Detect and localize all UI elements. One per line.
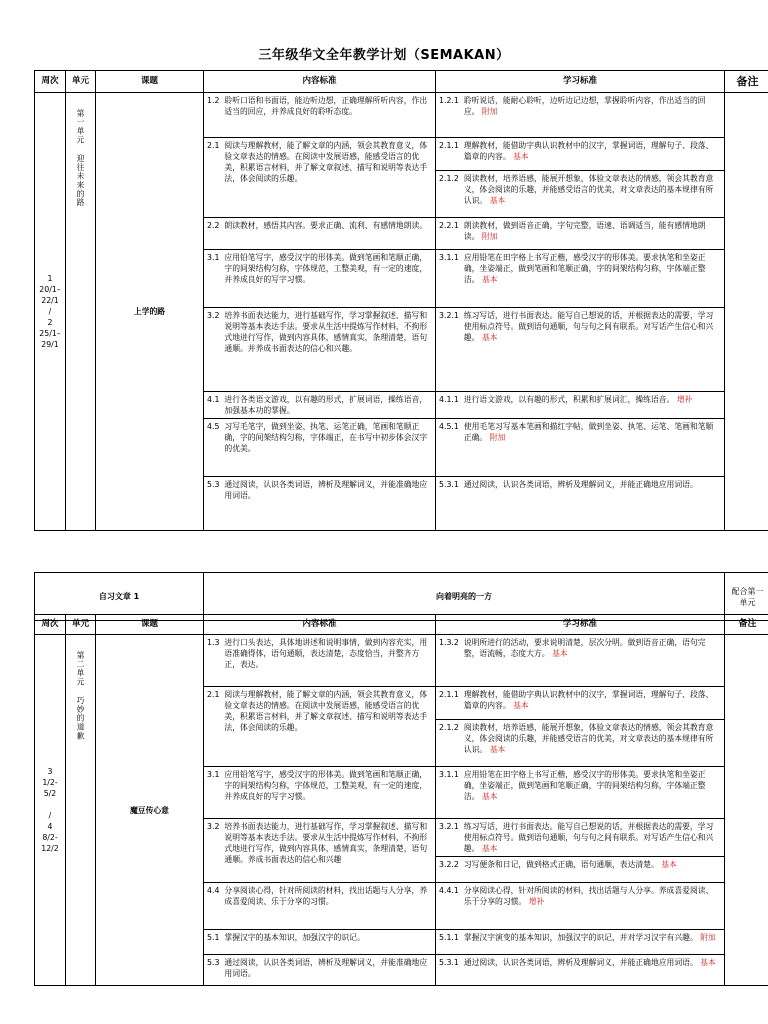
learning-standard-code: 3.2.1 <box>439 822 459 831</box>
level-tag: 增补 <box>676 395 693 404</box>
content-standard-code: 5.3 <box>207 958 220 967</box>
learning-standard-text <box>464 394 721 405</box>
learning-standard-code: 4.1.1 <box>439 395 459 404</box>
learning-standard-body: 进行语文游戏，以有趣的形式，积累和扩展词汇，操练语音。 <box>463 395 675 404</box>
learning-standard-cell <box>436 767 725 819</box>
content-standard-code: 4.4 <box>207 886 220 895</box>
learning-standard-code: 1.2.1 <box>439 96 459 105</box>
level-tag: 基本 <box>552 649 568 658</box>
learning-standard-text <box>464 95 721 117</box>
header-note: 备注 <box>725 615 768 635</box>
plan-table-unit-2 <box>34 614 768 986</box>
content-standard-cell <box>204 819 436 883</box>
content-standard <box>207 689 432 733</box>
learning-standard <box>439 394 721 405</box>
learning-standard-body: 应用铅笔在田字格上书写正楷，感受汉字的形体美。要求执笔和坐姿正确，坐姿端正，做到笔画和笔顺正确，字的间架结构匀称，字体端正整洁。 <box>463 770 706 801</box>
learning-standard-body: 说明所进行的活动，要求说明清楚，层次分明。做到语音正确，语句完整，语流畅，态度大方。 <box>463 638 706 658</box>
content-standard-text: 进行各类语文游戏，以有趣的形式，扩展词语，操练语音，加强基本功的掌握。 <box>224 395 428 415</box>
learning-standard-body: 使用毛笔习写基本笔画和描红字帖，做到坐姿、执笔、运笔、笔画和笔顺正确。 <box>463 422 714 442</box>
content-standard-cell <box>204 635 436 687</box>
content-standard-text: 通过阅读，认识各类词语，辨析及理解词义，并能准确地应用词语。 <box>224 480 428 500</box>
level-tag: 基本 <box>481 792 498 801</box>
content-standard-text: 应用铅笔写字，感受汉字的形体美。做到笔画和笔顺正确，字的间架结构匀称，字体规范，工整美观，有一定的速度，并养成良好的写字习惯。 <box>224 770 428 801</box>
learning-standard-body: 通过阅读，认识各类词语，辨析及理解词义，并能正确地应用词语。 <box>463 958 698 967</box>
learning-standard-text <box>464 220 721 242</box>
learning-standard-body: 练习写话，进行书面表达。能写自己想说的话，并根据表达的需要，学习使用标点符号。做到语句通顺，句与句之间有联系。对写话产生信心和兴趣。 <box>463 311 714 342</box>
content-standard-text: 进行口头表达，具体地讲述和说明事情，做到内容充实，用语准确得体，语句通顺，表达清楚，态度恰当，并整齐方正，表达。 <box>224 638 428 669</box>
learning-standard-text <box>464 637 721 659</box>
learning-standard-body: 掌握汉字演变的基本知识，加强汉字的识记，并对学习汉字有兴趣。 <box>463 933 698 942</box>
content-standard <box>207 769 432 802</box>
learning-standard <box>439 859 721 870</box>
content-standard-code: 2.1 <box>207 141 220 150</box>
level-tag: 基本 <box>489 745 506 754</box>
content-standard <box>207 95 432 117</box>
learning-standard-code: 2.1.2 <box>439 723 459 732</box>
content-standard-cell <box>204 392 436 419</box>
learning-standard-cell <box>436 308 725 392</box>
week-line: 4 <box>47 822 53 831</box>
content-standard-code: 1.2 <box>207 96 220 105</box>
learning-standard-body: 理解教材，能借助字典认识教材中的汉字，掌握词语，理解句子、段落、篇章的内容。 <box>463 141 714 161</box>
learning-standard-text <box>464 140 721 162</box>
week-line <box>38 799 62 810</box>
week-line: 22/1 <box>41 296 59 305</box>
learning-standard-cell <box>436 93 725 138</box>
header-learning-standard: 学习标准 <box>436 71 725 93</box>
unit-cell <box>66 93 96 531</box>
learning-standard-body: 习写便条和日记，做到格式正确，语句通顺，表达清楚。 <box>463 860 659 869</box>
learning-standard-cell <box>436 819 725 857</box>
content-standard-code: 3.2 <box>207 311 220 320</box>
content-standard-cell <box>204 93 436 138</box>
week-cell <box>35 93 66 531</box>
content-standard-text: 培养书面表达能力，进行基础写作，学习掌握叙述、描写和说明等基本表达手法。要求从生活中提炼写作材料，不拘形式地进行写作，做到内容具体，感情真实，条理清楚，语句通顺。养成书面表达的信心和兴趣 <box>224 822 428 864</box>
learning-standard-text <box>464 885 721 907</box>
content-standard-cell <box>204 419 436 477</box>
header-note: 备注 <box>725 71 768 93</box>
learning-standard-text <box>464 932 721 943</box>
learning-standard-code: 2.1.2 <box>439 174 459 183</box>
learning-standard-cell <box>436 883 725 930</box>
content-standard-cell <box>204 767 436 819</box>
learning-standard <box>439 821 721 854</box>
plan-row <box>35 93 768 138</box>
content-standard-cell <box>204 218 436 250</box>
content-standard-cell <box>204 250 436 308</box>
content-standard <box>207 637 432 670</box>
level-tag: 基本 <box>481 844 498 853</box>
learning-standard-code: 3.2.1 <box>439 311 459 320</box>
learning-standard-body: 分享阅读心得，针对所阅读的材料，找出话题与人分享。养成喜爱阅读、乐于分享的习惯。 <box>463 886 714 906</box>
content-standard <box>207 252 432 285</box>
learning-standard-text <box>464 689 721 711</box>
content-standard <box>207 957 432 979</box>
learning-standard-body: 应用铅笔在田字格上书写正楷，感受汉字的形体美。要求执笔和坐姿正确，坐姿端正，做到笔画和笔顺正确，字的间架结构匀称，字体端正整洁。 <box>463 253 706 284</box>
header-content-standard: 内容标准 <box>204 615 436 635</box>
content-standard-text: 培养书面表达能力，进行基础写作，学习掌握叙述、描写和说明等基本表达手法。要求从生活中提炼写作材料，不拘形式地进行写作，做到内容具体，感情真实，条理清楚，语句通顺。并养成书面表达的信心和兴趣。 <box>224 311 428 353</box>
page-title: 三年级华文全年教学计划（SEMAKAN） <box>258 48 510 63</box>
unit-cell <box>66 635 96 986</box>
week-line: 29/1 <box>41 340 59 349</box>
level-tag: 基本 <box>661 860 677 869</box>
content-standard-text: 习写毛笔字，做到坐姿、执笔、运笔正确，笔画和笔顺正确，字的间架结构匀称，字体端正，在书写中初步体会汉字的优美。 <box>224 422 428 453</box>
learning-standard-text <box>464 722 721 755</box>
level-tag: 基本 <box>513 701 529 710</box>
learning-standard-code: 5.3.1 <box>439 958 459 967</box>
learning-standard-cell <box>436 687 725 720</box>
week-line: 25/1– <box>39 329 61 338</box>
learning-standard-cell <box>436 930 725 955</box>
learning-standard-text <box>464 769 721 802</box>
level-tag: 基本 <box>513 152 529 161</box>
topic-cell: 魔豆传心意 <box>96 635 204 986</box>
level-tag: 基本 <box>481 275 498 284</box>
week-line: 2 <box>47 318 53 327</box>
header-content-standard: 内容标准 <box>204 71 436 93</box>
content-standard-cell <box>204 477 436 531</box>
header-week: 周次 <box>35 71 66 93</box>
learning-standard <box>439 173 721 206</box>
content-standard-code: 3.1 <box>207 253 220 262</box>
learning-standard-text <box>464 957 721 968</box>
content-standard-text: 聆听口语和书面语，能边听边想，正确理解所听内容，作出适当的回应，并养成良好的聆听态度。 <box>224 96 428 116</box>
learning-standard-code: 3.1.1 <box>439 770 459 779</box>
content-standard <box>207 421 432 454</box>
header-learning-standard: 学习标准 <box>436 615 725 635</box>
learning-standard <box>439 140 721 162</box>
content-standard-code: 4.5 <box>207 422 220 431</box>
week-line: 20/1– <box>39 285 61 294</box>
level-tag: 基本 <box>489 196 506 205</box>
learning-standard-cell <box>436 138 725 171</box>
level-tag: 附加 <box>700 933 716 942</box>
learning-standard-code: 4.4.1 <box>439 886 459 895</box>
header-topic: 课题 <box>96 71 204 93</box>
content-standard-code: 1.3 <box>207 638 220 647</box>
level-tag: 基本 <box>481 333 498 342</box>
content-standard-text: 分享阅读心得，针对所阅读的材料，找出话题与人分享，养成喜爱阅读、乐于分享的习惯。 <box>224 886 428 906</box>
learning-standard-text <box>464 859 721 870</box>
learning-standard-body: 练习写话，进行书面表达。能写自己想说的话，并根据表达的需要，学习使用标点符号。做到语句通顺，句与句之间有联系。对写话产生信心和兴趣。 <box>463 822 714 853</box>
content-standard <box>207 821 432 865</box>
header-week: 周次 <box>35 615 66 635</box>
learning-standard-body: 阅读教材，培养语感，能展开想象，体验文章表达的情感，领会其教育意义，体会阅读的乐趣，并能感受语言的优美，对文章表达的基本规律有所认识。 <box>463 723 714 754</box>
content-standard <box>207 310 432 354</box>
content-standard <box>207 479 432 501</box>
content-standard <box>207 140 432 184</box>
content-standard-cell <box>204 930 436 955</box>
level-tag: 附加 <box>489 433 506 442</box>
header-topic: 课题 <box>96 615 204 635</box>
header-unit: 单元 <box>66 71 96 93</box>
level-tag: 附加 <box>481 107 498 116</box>
plan-table-unit-1 <box>34 70 768 531</box>
learning-standard-code: 1.3.2 <box>439 638 459 647</box>
plan-row <box>35 635 768 687</box>
learning-standard-cell <box>436 720 725 767</box>
learning-standard-text <box>464 821 721 854</box>
learning-standard <box>439 769 721 802</box>
level-tag: 基本 <box>700 958 716 967</box>
week-cell <box>35 635 66 986</box>
learning-standard-code: 2.1.1 <box>439 141 459 150</box>
learning-standard <box>439 310 721 343</box>
content-standard-code: 3.1 <box>207 770 220 779</box>
learning-standard-text <box>464 173 721 206</box>
learning-standard-cell <box>436 392 725 419</box>
content-standard-code: 2.2 <box>207 221 220 230</box>
learning-standard <box>439 885 721 907</box>
content-standard-code: 4.1 <box>207 395 220 404</box>
learning-standard-cell <box>436 477 725 531</box>
content-standard-cell <box>204 955 436 986</box>
learning-standard-text <box>464 421 721 443</box>
content-standard <box>207 220 432 231</box>
learning-standard <box>439 421 721 443</box>
learning-standard <box>439 932 721 943</box>
learning-standard-code: 3.2.2 <box>439 860 459 869</box>
content-standard-cell <box>204 883 436 930</box>
learning-standard-body: 通过阅读，认识各类词语，辨析及理解词义，并能正确地应用词语。 <box>463 480 698 489</box>
learning-standard-body: 朗读教材，做到语音正确，字句完整，语速、语调适当，能有感情地朗读。 <box>463 221 706 241</box>
content-standard-text: 阅读与理解教材，能了解文章的内涵，领会其教育意义，体验文章表达的情感。在阅读中发展语感，能感受语言的优美，积累语言材料，并了解文章叙述、描写和说明等表达手法，体会阅读的乐趣。 <box>224 141 428 183</box>
content-standard <box>207 932 432 943</box>
content-standard-cell <box>204 687 436 767</box>
week-line: 8/2- <box>42 833 58 842</box>
content-standard <box>207 885 432 907</box>
content-standard-text: 通过阅读，认识各类词语，辨析及理解词义，并能准确地应用词语。 <box>224 958 428 978</box>
content-standard-text: 掌握汉字的基本知识，加强汉字的识记。 <box>224 933 365 942</box>
learning-standard-body: 阅读教材，培养语感，能展开想象，体验文章表达的情感，领会其教育意义，体会阅读的乐趣，并能感受语言的优美，对文章表达的基本规律有所认识。 <box>463 174 714 205</box>
header-unit: 单元 <box>66 615 96 635</box>
week-line: 1 <box>47 274 53 283</box>
unit-label: 第二单元 巧妙的道歉 <box>76 651 85 741</box>
content-standard-cell <box>204 308 436 392</box>
learning-standard-body: 理解教材，能借助字典认识教材中的汉字，掌握词语，理解句子、段落、篇章的内容。 <box>463 690 714 710</box>
learning-standard-cell <box>436 955 725 986</box>
learning-standard-code: 5.3.1 <box>439 480 459 489</box>
learning-standard <box>439 95 721 117</box>
self-study-match: 配合第一单元 <box>725 573 768 621</box>
level-tag: 附加 <box>481 232 498 241</box>
content-standard-text: 应用铅笔写字，感受汉字的形体美。做到笔画和笔顺正确，字的间架结构匀称，字体规范，工整美观，有一定的速度，并养成良好的写字习惯。 <box>224 253 428 284</box>
content-standard-cell <box>204 138 436 218</box>
note-cell <box>725 635 768 986</box>
learning-standard-cell <box>436 250 725 308</box>
level-tag: 增补 <box>528 897 545 906</box>
learning-standard-cell <box>436 857 725 883</box>
learning-standard-code: 4.5.1 <box>439 422 459 431</box>
week-line: 12/2 <box>41 844 59 853</box>
learning-standard-body: 聆听说话，能耐心聆听，边听边记边想，掌握聆听内容，作出适当的回应。 <box>463 96 706 116</box>
learning-standard <box>439 637 721 659</box>
content-standard-code: 2.1 <box>207 690 220 699</box>
content-standard-code: 3.2 <box>207 822 220 831</box>
week-line: 5/2 <box>43 789 57 798</box>
content-standard-code: 5.3 <box>207 480 220 489</box>
learning-standard-text <box>464 252 721 285</box>
learning-standard <box>439 220 721 242</box>
content-standard-text: 朗读教材，感悟其内容。要求正确、流利、有感情地朗读。 <box>224 221 428 230</box>
learning-standard <box>439 689 721 711</box>
learning-standard-text <box>464 310 721 343</box>
learning-standard-cell <box>436 218 725 250</box>
learning-standard-code: 2.1.1 <box>439 690 459 699</box>
learning-standard-code: 3.1.1 <box>439 253 459 262</box>
learning-standard-text <box>464 479 721 490</box>
self-study-label: 自习文章 1 <box>35 573 204 621</box>
week-line: / <box>48 307 52 316</box>
self-study-title: 向着明亮的一方 <box>204 573 725 621</box>
learning-standard <box>439 252 721 285</box>
learning-standard-code: 5.1.1 <box>439 933 459 942</box>
content-standard <box>207 394 432 416</box>
topic-cell: 上学的路 <box>96 93 204 531</box>
learning-standard-cell <box>436 635 725 687</box>
learning-standard <box>439 722 721 755</box>
note-cell <box>725 93 768 531</box>
week-line: / <box>48 811 52 820</box>
unit-label: 第一单元 迎往未来的路 <box>76 109 85 207</box>
week-line: 1/2- <box>42 778 58 787</box>
learning-standard <box>439 479 721 490</box>
learning-standard-code: 2.2.1 <box>439 221 459 230</box>
learning-standard-cell <box>436 419 725 477</box>
learning-standard <box>439 957 721 968</box>
content-standard-code: 5.1 <box>207 933 220 942</box>
week-line: 3 <box>47 767 53 776</box>
learning-standard-cell <box>436 171 725 218</box>
content-standard-text: 阅读与理解教材，能了解文章的内涵，领会其教育意义，体验文章表达的情感。在阅读中发展语感，能感受语言的优美，积累语言材料，并了解文章叙述、描写和说明等表达手法，体会阅读的乐趣。 <box>224 690 428 732</box>
